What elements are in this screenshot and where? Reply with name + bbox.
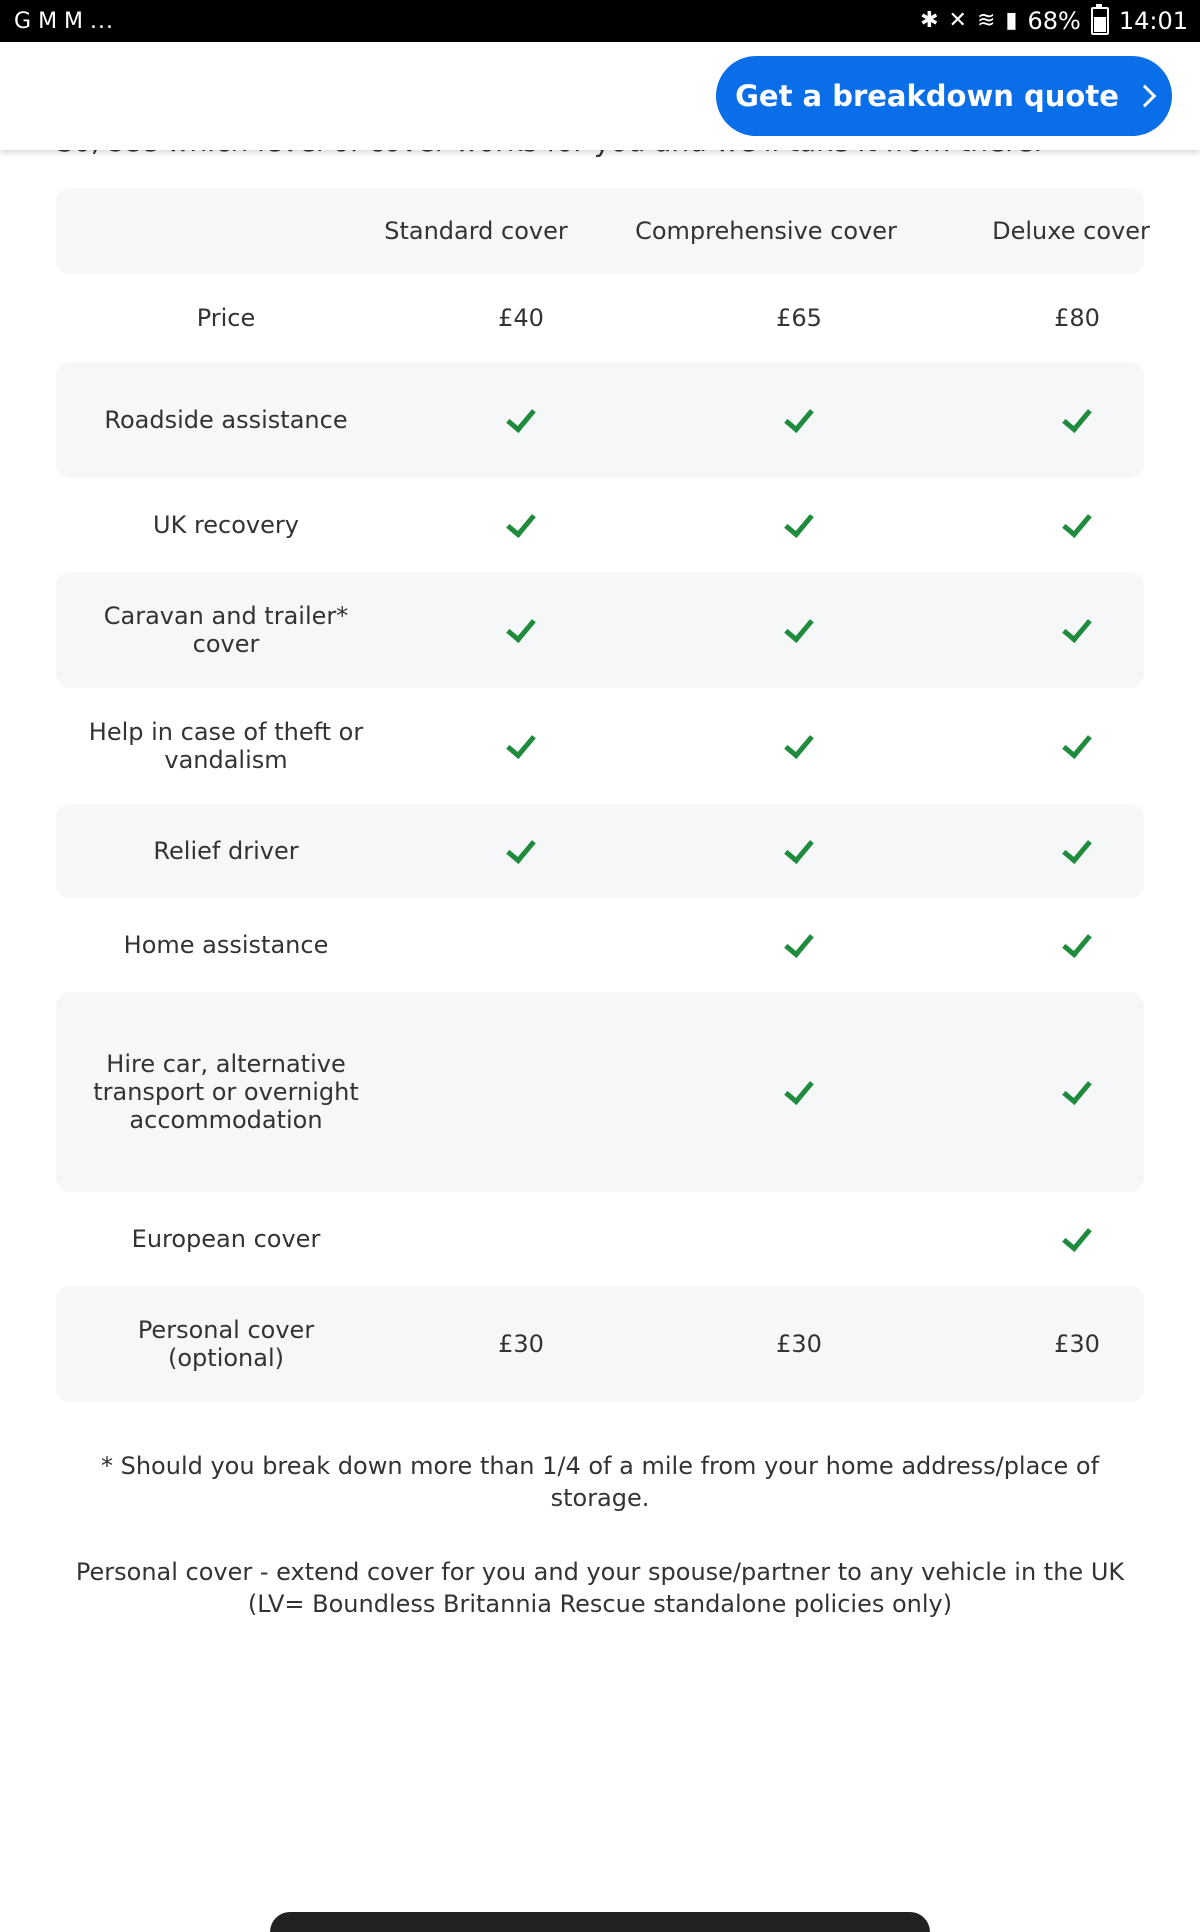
get-quote-button[interactable] xyxy=(716,56,1172,136)
included-check-icon xyxy=(386,478,656,572)
table-row xyxy=(56,1286,1144,1402)
battery-icon xyxy=(1091,7,1109,35)
row-label: European cover xyxy=(131,1225,321,1253)
mute-icon: ✕ xyxy=(948,8,967,33)
check-icon xyxy=(1062,507,1092,538)
table-row xyxy=(56,362,1144,478)
empty-cell xyxy=(386,898,656,992)
table-notes xyxy=(60,1450,1140,1662)
row-label: Relief driver xyxy=(153,837,299,865)
check-icon xyxy=(1062,1074,1092,1105)
clock: 14:01 xyxy=(1118,7,1188,35)
row-value: £30 xyxy=(776,1330,822,1358)
included-check-icon xyxy=(386,572,656,688)
column-header-comprehensive: Comprehensive cover xyxy=(635,217,897,245)
row-label: Roadside assistance xyxy=(104,406,348,434)
cover-comparison-table xyxy=(56,188,1150,1402)
notification-icons xyxy=(14,8,114,36)
row-value: £40 xyxy=(498,304,544,332)
row-value: £80 xyxy=(1054,304,1100,332)
included-check-icon xyxy=(664,572,934,688)
included-check-icon xyxy=(942,898,1200,992)
included-check-icon xyxy=(664,688,934,804)
empty-cell xyxy=(386,992,656,1192)
row-value: £30 xyxy=(1054,1330,1100,1358)
row-label: Help in case of theft or vandalism xyxy=(88,718,364,774)
check-icon xyxy=(1062,402,1092,433)
check-icon xyxy=(1062,728,1092,759)
signal-icon: ▮ xyxy=(1005,8,1018,33)
check-icon xyxy=(506,507,536,538)
included-check-icon xyxy=(942,572,1200,688)
personal-cover-note: Personal cover - extend cover for you and your spouse/partner to any vehicle in the UK (LV= Boundless Britannia Rescue standalone policies only) xyxy=(75,1558,1125,1618)
row-label: Personal cover (optional) xyxy=(137,1316,315,1372)
table-header-row xyxy=(56,188,1150,274)
included-check-icon xyxy=(664,478,934,572)
included-check-icon xyxy=(664,804,934,898)
chevron-right-icon xyxy=(1134,85,1157,108)
included-check-icon xyxy=(942,992,1200,1192)
sticky-header xyxy=(0,42,1200,150)
table-row xyxy=(56,1192,1144,1286)
table-row xyxy=(56,688,1144,804)
table-row xyxy=(56,898,1144,992)
check-icon xyxy=(784,507,814,538)
check-icon xyxy=(1062,612,1092,643)
table-row xyxy=(56,274,1144,362)
check-icon xyxy=(1062,1221,1092,1252)
get-quote-label: Get a breakdown quote xyxy=(735,79,1119,113)
check-icon xyxy=(784,833,814,864)
check-icon xyxy=(506,612,536,643)
included-check-icon xyxy=(942,362,1200,478)
row-value: £65 xyxy=(776,304,822,332)
table-row xyxy=(56,804,1144,898)
row-label: UK recovery xyxy=(153,511,299,539)
check-icon xyxy=(506,402,536,433)
check-icon xyxy=(506,833,536,864)
google-icon: G xyxy=(14,9,33,34)
footnote-text: * Should you break down more than 1/4 of a mile from your home address/place of storage. xyxy=(100,1452,1100,1512)
included-check-icon xyxy=(664,362,934,478)
included-check-icon xyxy=(386,804,656,898)
check-icon xyxy=(1062,927,1092,958)
check-icon xyxy=(1062,833,1092,864)
included-check-icon xyxy=(386,688,656,804)
table-row xyxy=(56,572,1144,688)
gmail-icon: M xyxy=(38,9,59,34)
included-check-icon xyxy=(386,362,656,478)
check-icon xyxy=(506,728,536,759)
check-icon xyxy=(784,728,814,759)
empty-cell xyxy=(664,1192,934,1286)
table-row xyxy=(56,992,1144,1192)
row-value: £30 xyxy=(498,1330,544,1358)
empty-cell xyxy=(386,1192,656,1286)
included-check-icon xyxy=(664,992,934,1192)
row-label: Hire car, alternative transport or overnight accommodation xyxy=(93,1050,359,1134)
included-check-icon xyxy=(942,688,1200,804)
column-header-deluxe: Deluxe cover xyxy=(992,217,1150,245)
bottom-image-edge xyxy=(270,1912,930,1932)
check-icon xyxy=(784,1074,814,1105)
included-check-icon xyxy=(942,804,1200,898)
battery-percent: 68% xyxy=(1027,7,1081,35)
gmail-icon: M xyxy=(64,9,85,34)
wifi-icon: ≋ xyxy=(976,8,996,33)
check-icon xyxy=(784,927,814,958)
row-label: Home assistance xyxy=(123,931,329,959)
status-bar xyxy=(0,0,1200,42)
table-row xyxy=(56,478,1144,572)
bluetooth-icon: ✱ xyxy=(920,8,939,33)
included-check-icon xyxy=(664,898,934,992)
row-label: Price xyxy=(196,304,256,332)
check-icon xyxy=(784,402,814,433)
included-check-icon xyxy=(942,478,1200,572)
column-header-standard: Standard cover xyxy=(384,217,568,245)
system-icons xyxy=(920,7,1188,35)
row-label: Caravan and trailer* cover xyxy=(103,602,349,658)
more-notifications-icon: ... xyxy=(90,9,115,34)
included-check-icon xyxy=(942,1192,1200,1286)
check-icon xyxy=(784,612,814,643)
